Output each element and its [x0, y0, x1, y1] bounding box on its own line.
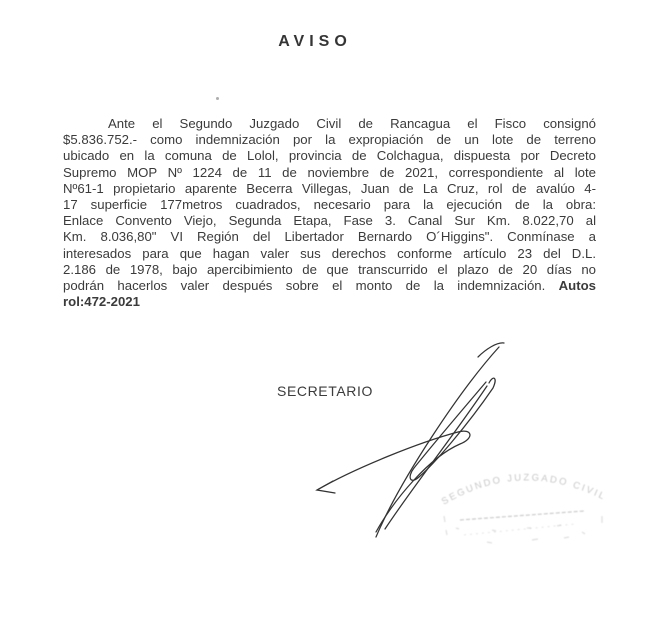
body-line — [63, 262, 596, 278]
signature-stroke — [317, 481, 335, 493]
body-text: Enlace Convento Viejo, Segunda Etapa, Fase 3. Canal Sur Km. 8.022,70 al — [63, 213, 596, 229]
body-text: Supremo MOP Nº 1224 de 11 de noviembre de 2021, correspondiente al lote — [63, 164, 596, 180]
body-line — [63, 229, 596, 245]
body-text: ubicado en la comuna de Lolol, provincia de Colchagua, dispuesta por Decreto — [63, 148, 596, 164]
svg-text:SEGUNDO JUZGADO CIVIL — [440, 472, 608, 507]
court-stamp — [432, 458, 612, 558]
body-text: Km. 8.036,80" VI Región del Libertador Bernardo O´Higgins". Conmínase a — [63, 229, 596, 245]
body-line — [63, 213, 596, 229]
body-line — [63, 181, 596, 197]
body-line — [63, 132, 596, 148]
body-text: $5.836.752.- como indemnización por la expropiación de un lote de terreno — [63, 132, 596, 148]
stamp-arc-text: SEGUNDO JUZGADO CIVIL — [439, 472, 609, 508]
body-text: interesados para que hagan valer sus derechos conforme artículo 23 del D.L. — [63, 245, 596, 261]
body-text: 2.186 de 1978, bajo apercibimiento de que transcurrido el plazo de 20 días no — [63, 261, 596, 277]
body-line — [63, 165, 596, 181]
signature-stroke — [478, 343, 504, 357]
body-text: podrán hacerlos valer después sobre el monto de la indemnización. — [63, 278, 559, 294]
body-text-bold: Autos — [558, 278, 596, 294]
body-line — [63, 116, 596, 132]
stamp-mark — [444, 516, 602, 543]
page-title: AVISO — [278, 33, 352, 50]
body-line — [63, 197, 596, 213]
body-text: Ante el Segundo Juzgado Civil de Rancagua el Fisco consignó — [108, 116, 596, 131]
body-line — [63, 148, 596, 164]
scan-speck — [216, 97, 219, 100]
stamp-line — [460, 511, 584, 520]
body-text: 17 superficie 177metros cuadrados, necesario para la ejecución de la obra: — [63, 197, 596, 213]
body-text-bold: rol:472-2021 — [63, 294, 140, 310]
secretary-label: SECRETARIO — [277, 383, 373, 399]
body-line — [63, 246, 596, 262]
body-line — [63, 294, 596, 310]
body-line — [63, 278, 596, 294]
body-text: Nº61-1 propietario aparente Becerra Villegas, Juan de La Cruz, rol de avalúo 4- — [63, 180, 596, 196]
notice-paragraph — [63, 116, 596, 310]
